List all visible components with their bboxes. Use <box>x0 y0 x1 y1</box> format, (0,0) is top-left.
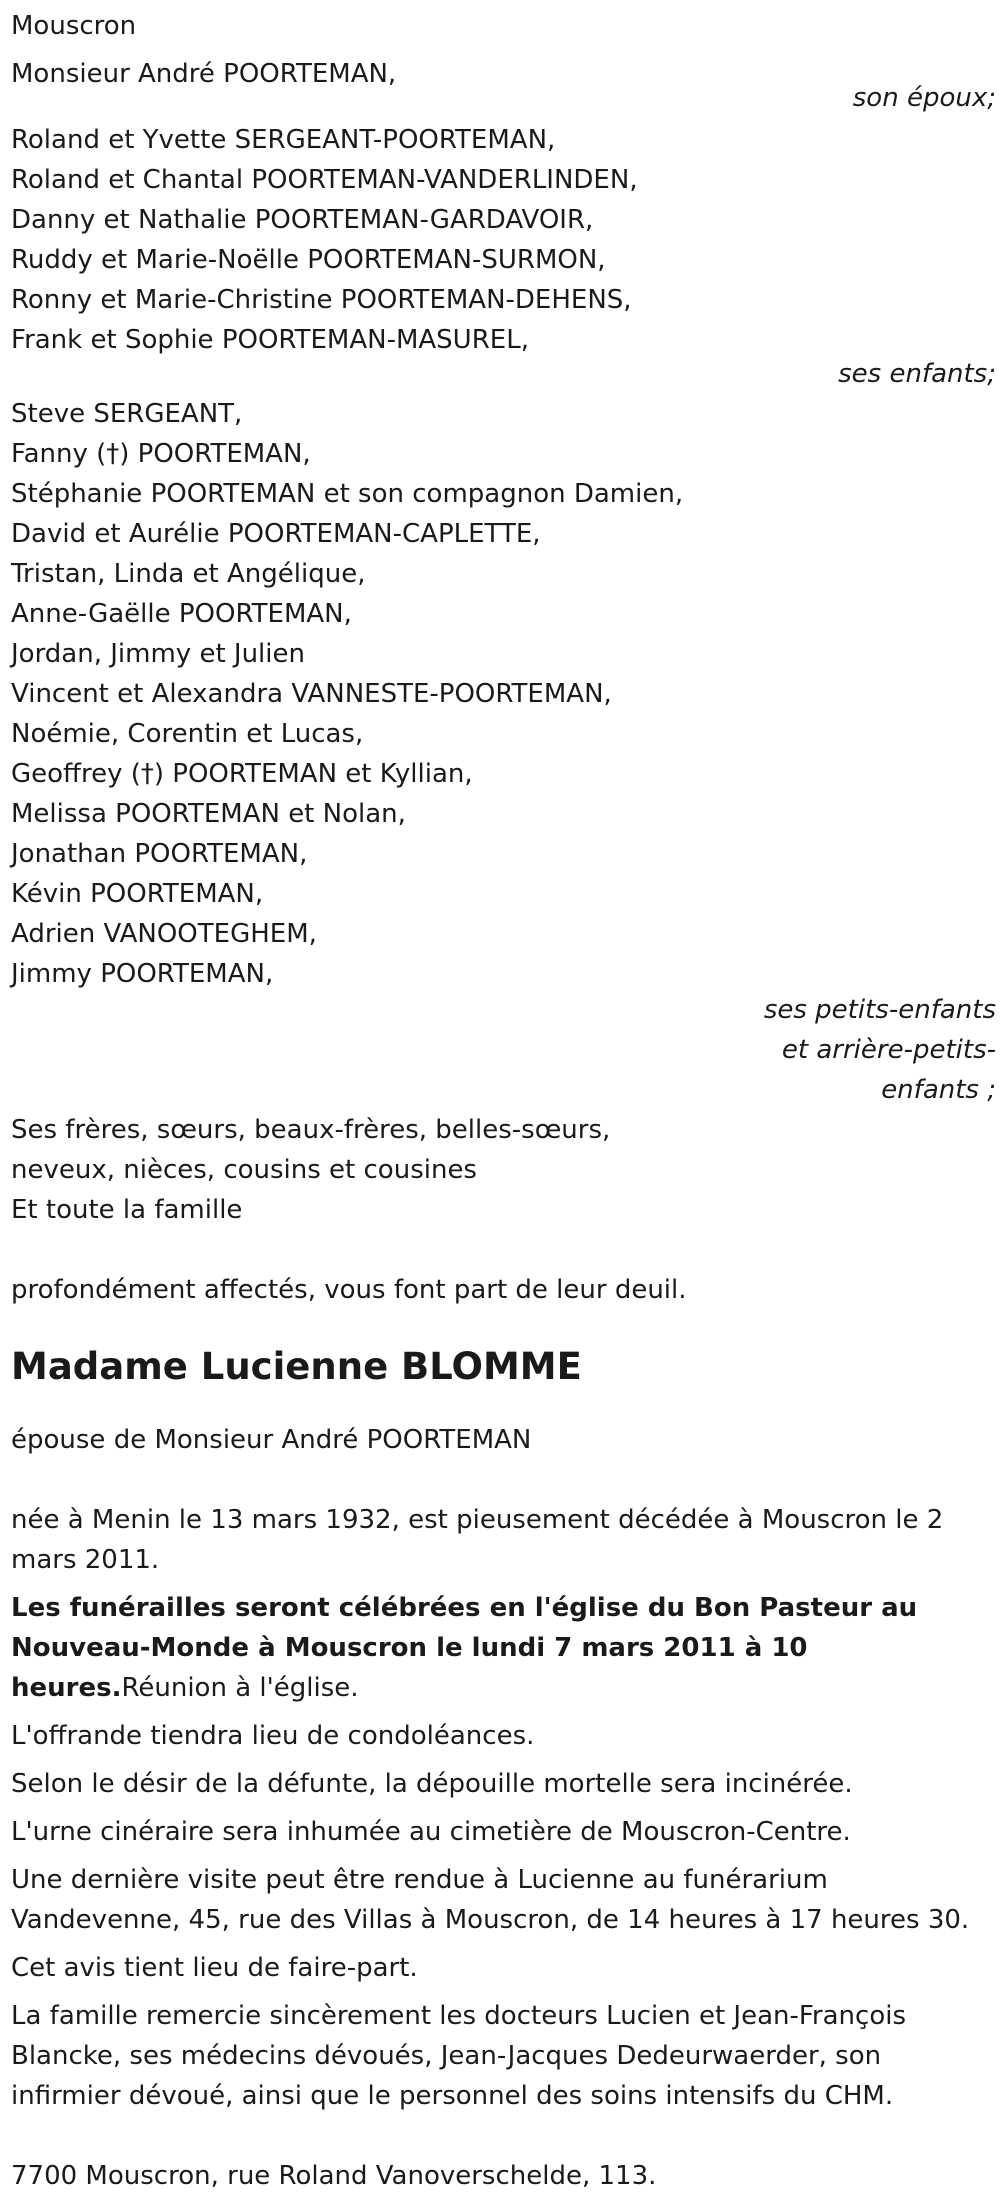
grandchild-entry: Vincent et Alexandra VANNESTE-POORTEMAN, <box>11 679 612 709</box>
obituary-document <box>11 6 996 2196</box>
family-line: Ses frères, sœurs, beaux-frères, belles-sœurs, <box>11 1115 611 1145</box>
funeral-rest-text: Réunion à l'église. <box>121 1673 359 1703</box>
family-line: neveux, nièces, cousins et cousines <box>11 1155 477 1185</box>
address-line: 7700 Mouscron, rue Roland Vanoverschelde, 113. <box>11 2161 657 2191</box>
grandchildren-role-line: enfants ; <box>881 1075 996 1105</box>
offering-paragraph: L'offrande tiendra lieu de condoléances. <box>11 1721 535 1751</box>
child-entry: Danny et Nathalie POORTEMAN-GARDAVOIR, <box>11 205 594 235</box>
grandchild-entry: Anne-Gaëlle POORTEMAN, <box>11 599 352 629</box>
funeral-paragraph <box>11 1588 996 1708</box>
grandchild-entry: Steve SERGEANT, <box>11 399 243 429</box>
grandchild-entry: Stéphanie POORTEMAN et son compagnon Damien, <box>11 479 684 509</box>
grandchild-entry: Fanny (†) POORTEMAN, <box>11 439 311 469</box>
spouse-role: son époux; <box>852 83 996 113</box>
family-line: Et toute la famille <box>11 1195 243 1225</box>
grandchild-entry: Jonathan POORTEMAN, <box>11 839 308 869</box>
announcement-text: profondément affectés, vous font part de leur deuil. <box>11 1275 687 1305</box>
grandchildren-role-line: et arrière-petits- <box>781 1035 996 1065</box>
city-header: Mouscron <box>11 11 137 41</box>
grandchild-entry: Geoffrey (†) POORTEMAN et Kyllian, <box>11 759 473 789</box>
grandchildren-role <box>11 990 996 1110</box>
grandchild-entry: Noémie, Corentin et Lucas, <box>11 719 364 749</box>
grandchildren-role-line: ses petits-enfants <box>763 995 996 1025</box>
cremation-paragraph: Selon le désir de la défunte, la dépouille mortelle sera incinérée. <box>11 1769 853 1799</box>
visit-paragraph: Une dernière visite peut être rendue à Lucienne au funérarium Vandevenne, 45, rue des Villas à Mouscron, de 14 heures à 17 heures 30. <box>11 1865 970 1935</box>
child-entry: Ronny et Marie-Christine POORTEMAN-DEHENS, <box>11 285 632 315</box>
funeral-bold-text: Les funérailles seront célébrées en l'église du Bon Pasteur au Nouveau-Monde à Mouscron le lundi 7 mars 2011 à 10 heures. <box>11 1593 918 1703</box>
child-entry: Roland et Chantal POORTEMAN-VANDERLINDEN, <box>11 165 638 195</box>
grandchild-entry: Jordan, Jimmy et Julien <box>11 639 305 669</box>
grandchild-entry: Kévin POORTEMAN, <box>11 879 264 909</box>
children-role: ses enfants; <box>838 359 996 389</box>
child-entry: Roland et Yvette SERGEANT-POORTEMAN, <box>11 125 556 155</box>
urn-paragraph: L'urne cinéraire sera inhumée au cimetière de Mouscron-Centre. <box>11 1817 851 1847</box>
children-list <box>11 120 996 360</box>
grandchild-entry: Melissa POORTEMAN et Nolan, <box>11 799 406 829</box>
deceased-spouse-line: épouse de Monsieur André POORTEMAN <box>11 1425 532 1455</box>
notice-paragraph: Cet avis tient lieu de faire-part. <box>11 1953 418 1983</box>
grandchild-entry: Adrien VANOOTEGHEM, <box>11 919 317 949</box>
birth-death-paragraph: née à Menin le 13 mars 1932, est pieusement décédée à Mouscron le 2 mars 2011. <box>11 1505 944 1575</box>
grandchild-entry: Jimmy POORTEMAN, <box>11 959 274 989</box>
thanks-paragraph: La famille remercie sincèrement les docteurs Lucien et Jean-François Blancke, ses médecins dévoués, Jean-Jacques Dedeurwaerder, son infirmier dévoué, ainsi que le personnel des soins intensifs du CHM. <box>11 2001 906 2111</box>
deceased-name: Madame Lucienne BLOMME <box>11 1345 582 1388</box>
spouse-name: Monsieur André POORTEMAN, <box>11 59 397 89</box>
family-list <box>11 1110 996 1230</box>
child-entry: Frank et Sophie POORTEMAN-MASUREL, <box>11 325 529 355</box>
grandchild-entry: David et Aurélie POORTEMAN-CAPLETTE, <box>11 519 541 549</box>
child-entry: Ruddy et Marie-Noëlle POORTEMAN-SURMON, <box>11 245 606 275</box>
grandchild-entry: Tristan, Linda et Angélique, <box>11 559 366 589</box>
grandchildren-list <box>11 394 996 994</box>
